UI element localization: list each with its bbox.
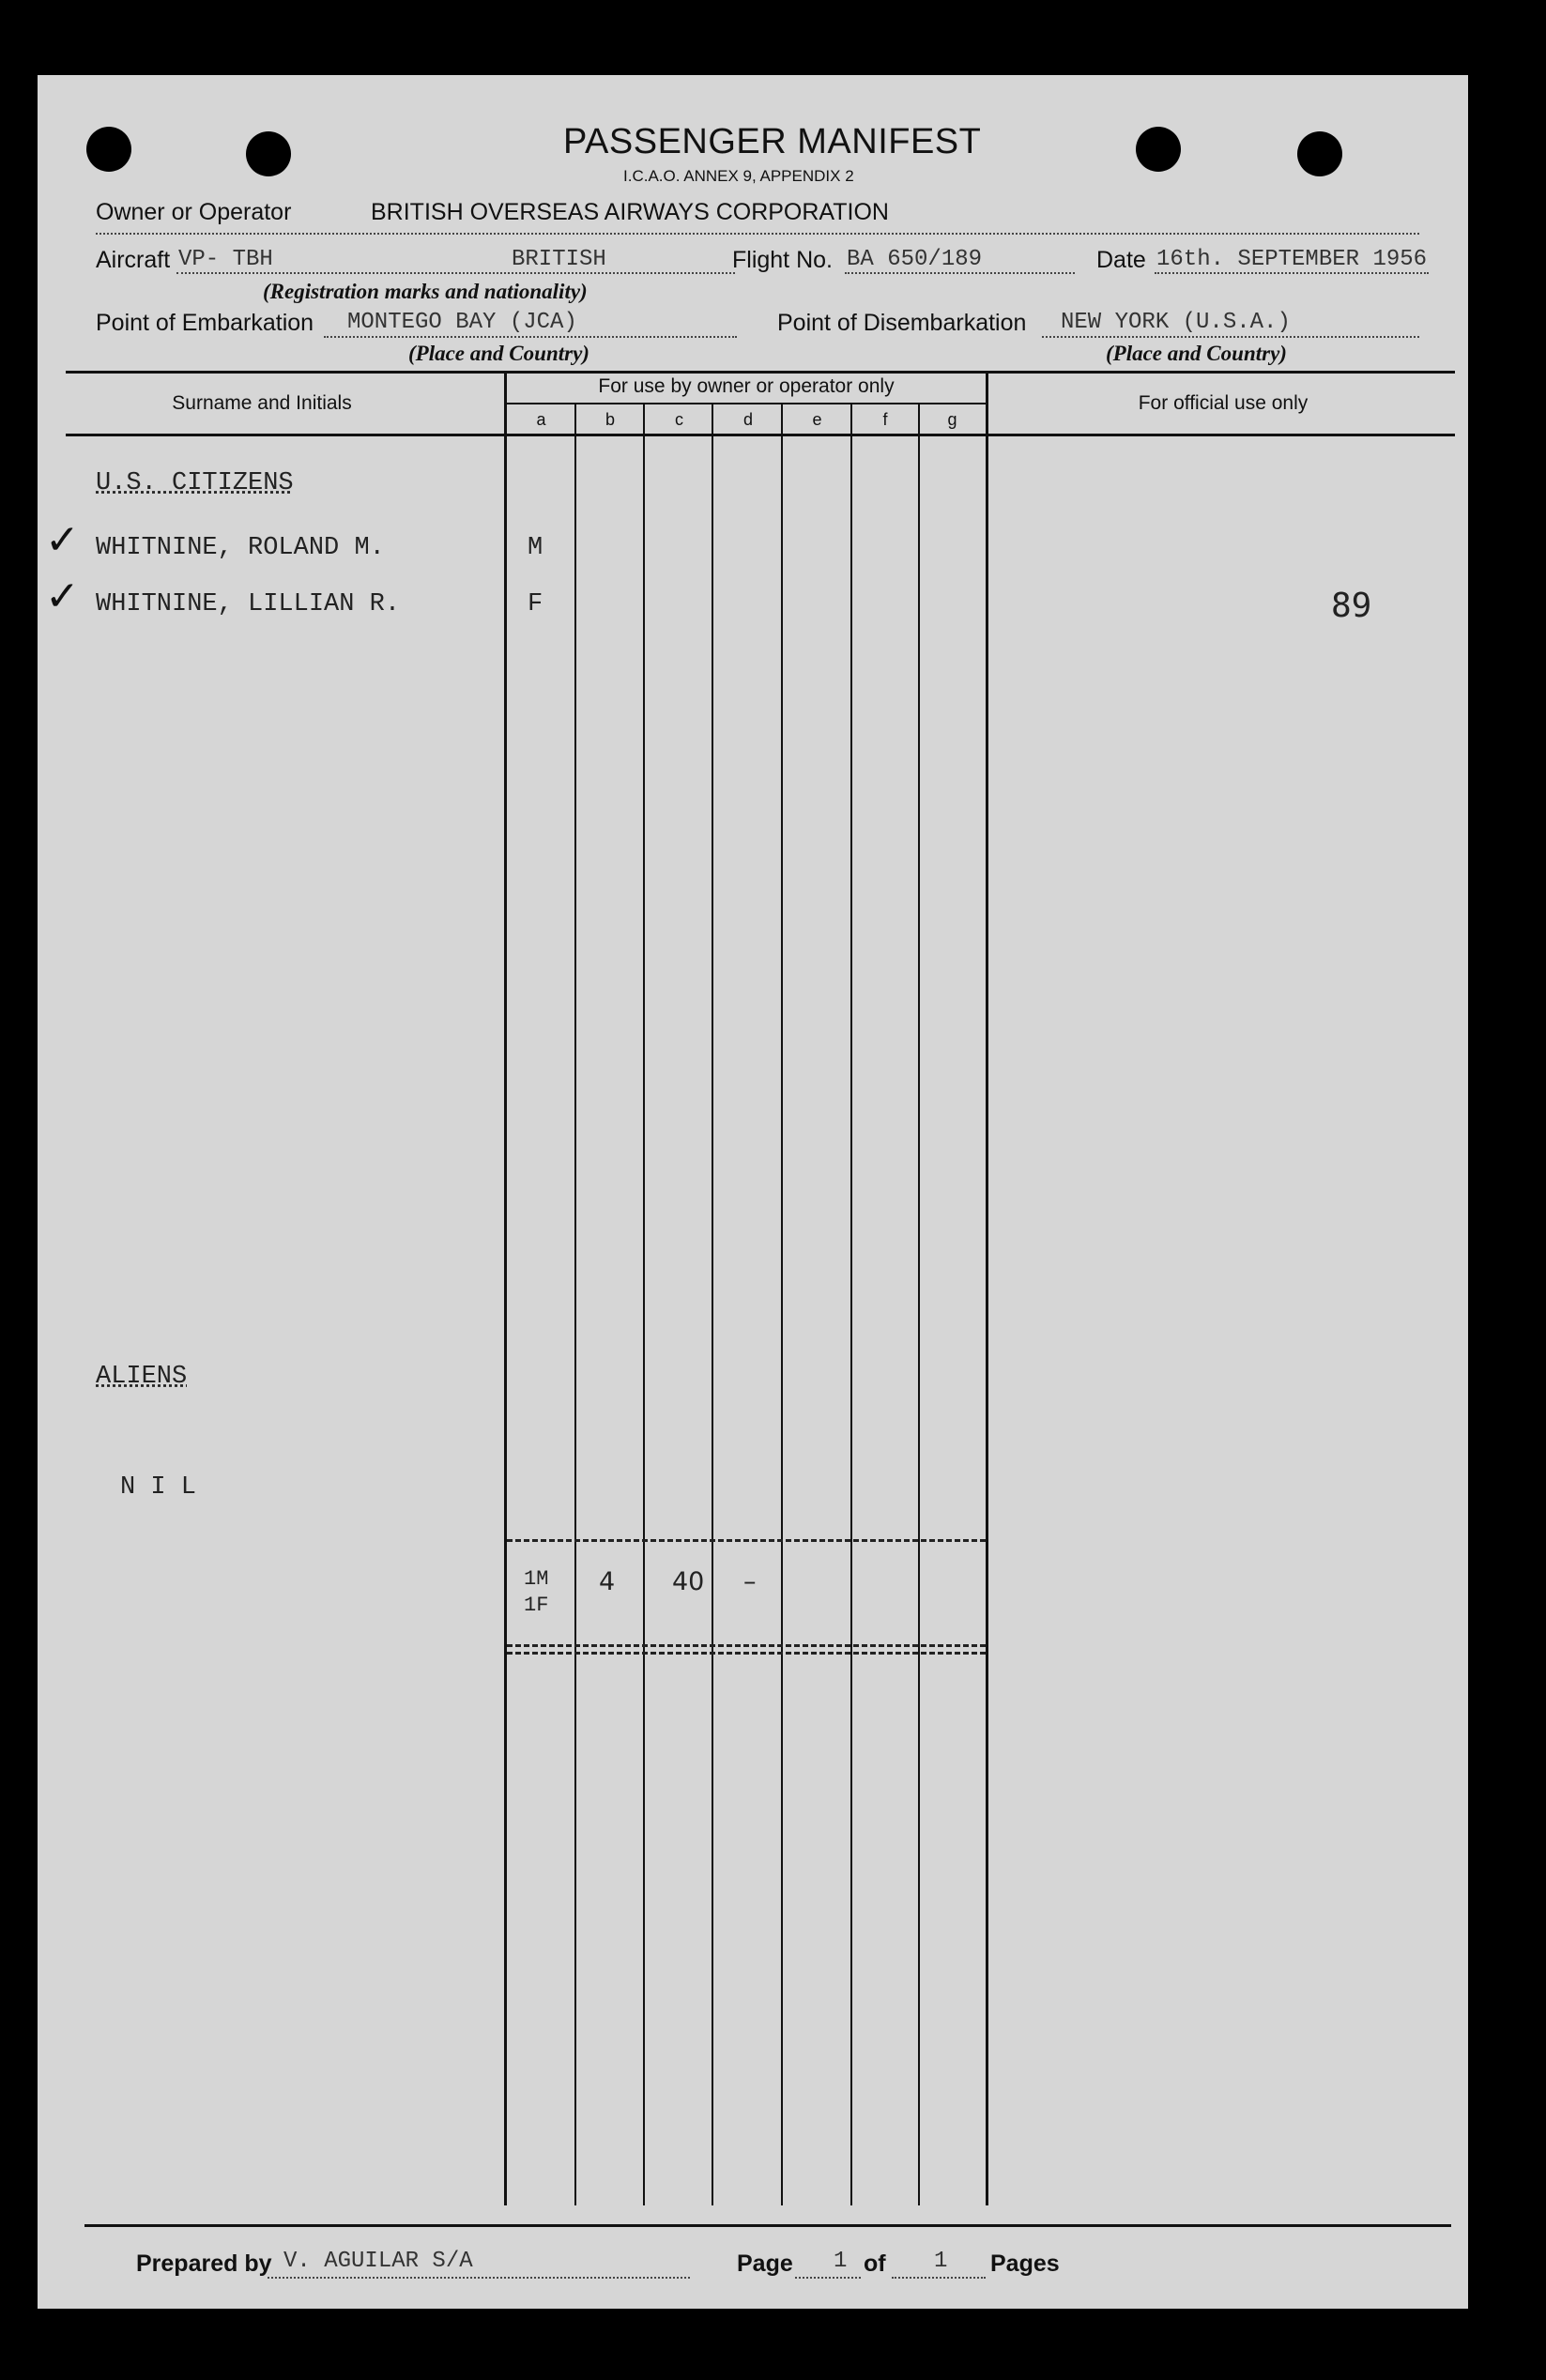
column-header-a: a [536, 410, 546, 429]
column-header-d: d [742, 410, 753, 429]
embarkation-value: MONTEGO BAY (JCA) [347, 310, 577, 335]
passenger-sex: M [528, 534, 543, 562]
page-label: Page [737, 2250, 793, 2277]
column-divider [504, 371, 507, 2205]
flight-dots [845, 272, 1075, 274]
disembarkation-dots [1042, 336, 1419, 338]
page-number: 1 [834, 2249, 848, 2274]
punch-hole-icon [1136, 127, 1181, 172]
check-mark-icon: ✓ [45, 572, 80, 620]
official-column-header: For official use only [1138, 392, 1309, 414]
total-c: 40 [672, 1567, 705, 1596]
page-title: PASSENGER MANIFEST [563, 122, 982, 161]
punch-hole-icon [1297, 131, 1342, 176]
column-header-f: f [882, 410, 888, 429]
owner-rule [96, 233, 1419, 235]
totals-bottom-rule [507, 1652, 986, 1655]
date-value: 16th. SEPTEMBER 1956 [1156, 247, 1428, 272]
column-divider [574, 403, 576, 2205]
column-header-c: c [675, 410, 683, 429]
flight-value: BA 650/189 [847, 247, 983, 272]
aircraft-label: Aircraft [96, 247, 171, 273]
totals-top-rule [507, 1539, 986, 1542]
passenger-name: WHITNINE, LILLIAN R. [96, 590, 401, 618]
flight-label: Flight No. [732, 247, 833, 273]
total-b: 4 [599, 1567, 616, 1596]
passenger-name: WHITNINE, ROLAND M. [96, 534, 385, 562]
column-divider [781, 403, 783, 2205]
table-header-rule [66, 434, 1455, 436]
of-dots [892, 2277, 986, 2279]
embarkation-dots [324, 336, 737, 338]
of-label: of [864, 2250, 886, 2277]
prepared-by-label: Prepared by [136, 2250, 272, 2277]
page-subtitle: I.C.A.O. ANNEX 9, APPENDIX 2 [623, 167, 854, 185]
column-header-b: b [605, 410, 615, 429]
section-aliens: ALIENS [96, 1363, 188, 1391]
totals-bottom-rule [507, 1644, 986, 1647]
table-top-rule [66, 371, 1455, 374]
column-divider [918, 403, 920, 2205]
check-mark-icon: ✓ [45, 516, 80, 564]
aircraft-caption: (Registration marks and nationality) [263, 280, 588, 303]
aircraft-dots [176, 272, 735, 274]
footer-rule [84, 2224, 1451, 2227]
column-header-e: e [812, 410, 822, 429]
embarkation-label: Point of Embarkation [96, 310, 314, 336]
owner-column-header: For use by owner or operator only [598, 375, 895, 397]
total-d: – [743, 1567, 757, 1596]
owner-header-underline [507, 403, 986, 404]
owner-value: BRITISH OVERSEAS AIRWAYS CORPORATION [371, 199, 889, 225]
column-header-g: g [947, 410, 957, 429]
name-column-header: Surname and Initials [172, 392, 352, 414]
date-dots [1155, 272, 1429, 274]
punch-hole-icon [86, 127, 131, 172]
owner-label: Owner or Operator [96, 199, 292, 225]
official-number: 89 [1331, 587, 1372, 625]
total-pages: 1 [934, 2249, 948, 2274]
prepared-by-dots [268, 2277, 690, 2279]
punch-hole-icon [246, 131, 291, 176]
date-label: Date [1096, 247, 1146, 273]
passenger-sex: F [528, 590, 543, 618]
disembarkation-caption: (Place and Country) [1106, 342, 1287, 365]
column-divider [986, 371, 988, 2205]
disembarkation-label: Point of Disembarkation [777, 310, 1027, 336]
pages-label: Pages [990, 2250, 1060, 2277]
embarkation-caption: (Place and Country) [408, 342, 589, 365]
prepared-by-value: V. AGUILAR S/A [283, 2249, 473, 2274]
total-a-males: 1M [524, 1567, 549, 1591]
disembarkation-value: NEW YORK (U.S.A.) [1061, 310, 1291, 335]
manifest-sheet [38, 75, 1468, 2309]
total-a-females: 1F [524, 1594, 549, 1617]
section-us-citizens: U.S. CITIZENS [96, 469, 294, 497]
column-divider [643, 403, 645, 2205]
aircraft-nationality: BRITISH [512, 247, 606, 272]
page-dots [795, 2277, 861, 2279]
column-divider [850, 403, 852, 2205]
aircraft-registration: VP- TBH [178, 247, 273, 272]
aliens-value: N I L [120, 1473, 197, 1502]
column-divider [712, 403, 713, 2205]
